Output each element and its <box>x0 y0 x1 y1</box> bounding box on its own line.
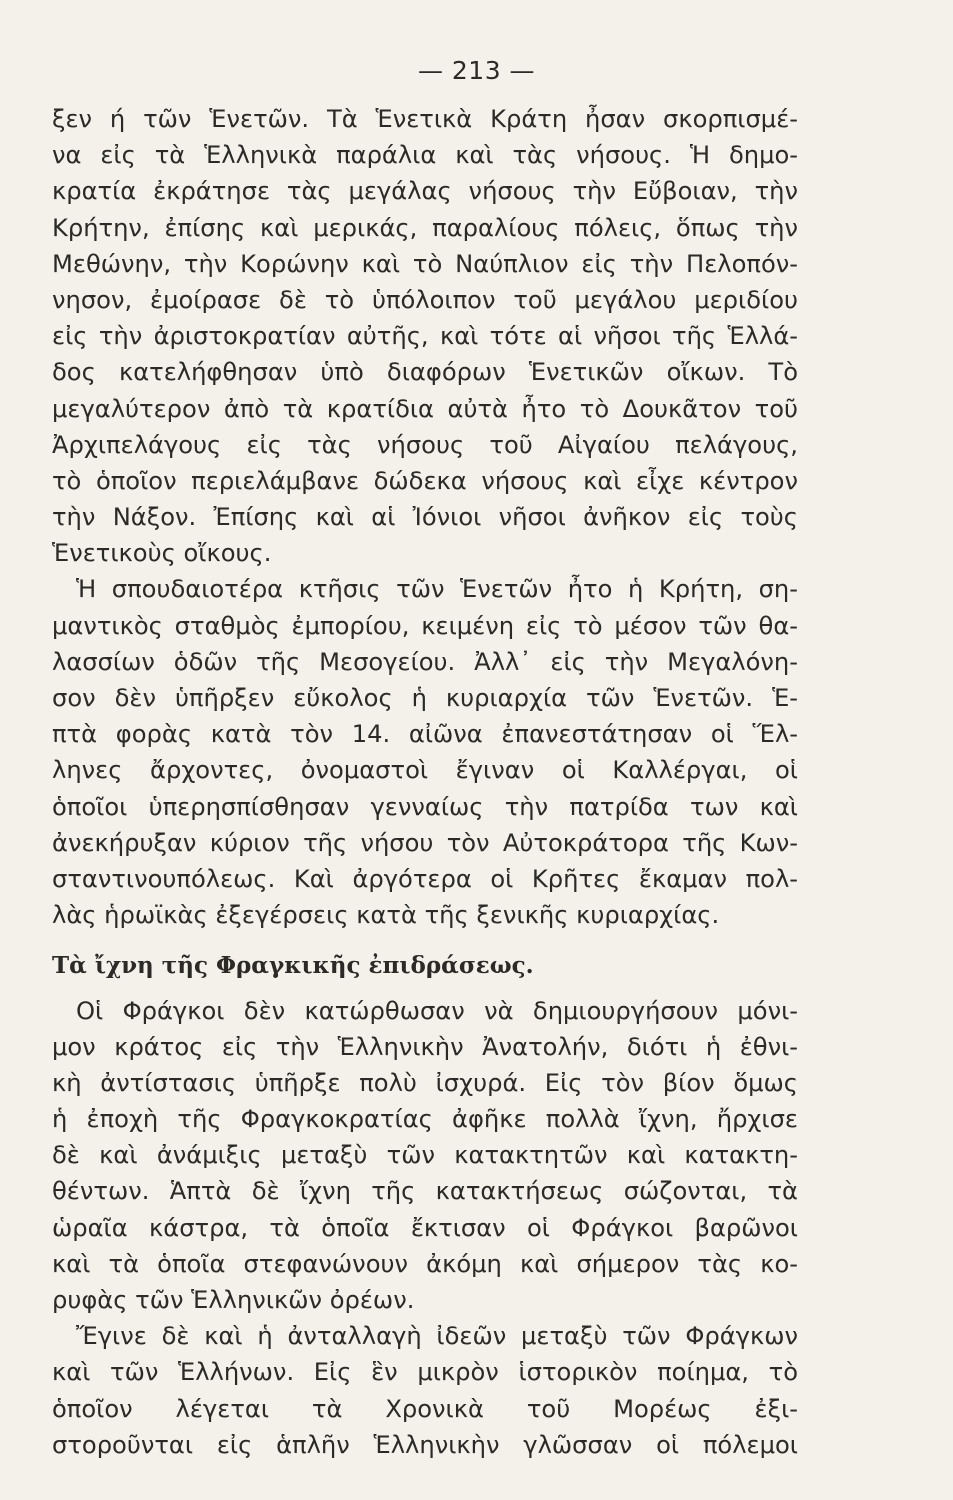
text-line: Ἑνετικοὺς οἴκους. <box>52 539 272 568</box>
text-line: Κρήτην, ἐπίσης καὶ μερικάς, παραλίους πόλεις, ὅπως τὴν <box>52 213 798 242</box>
text-line: στοροῦνται εἰς ἁπλῆν Ἑλληνικὴν γλῶσσαν οἱ πόλεμοι <box>52 1430 798 1459</box>
text-line: μαντικὸς σταθμὸς ἐμπορίου, κειμένη εἰς τὸ μέσον τῶν θα- <box>52 611 798 640</box>
text-line: τὸ ὁποῖον περιελάμβανε δώδεκα νήσους καὶ εἶχε κέντρον <box>52 466 798 495</box>
text-line: πτὰ φορὰς κατὰ τὸν 14. αἰῶνα ἐπανεστάτησαν οἱ Ἕλ- <box>52 720 798 749</box>
text-line: ἀνεκήρυξαν κύριον τῆς νήσου τὸν Αὐτοκράτορα τῆς Κων- <box>52 828 798 857</box>
text-line: λασσίων ὁδῶν τῆς Μεσογείου. Ἀλλ᾽ εἰς τὴν Μεγαλόνη- <box>52 647 798 676</box>
text-line: ρυφὰς τῶν Ἑλληνικῶν ὀρέων. <box>52 1286 415 1314</box>
text-line: κὴ ἀντίστασις ὑπῆρξε πολὺ ἰσχυρά. Εἰς τὸν βίον ὅμως <box>52 1068 798 1097</box>
paragraph-4 <box>52 1318 798 1463</box>
body-text <box>52 101 798 1463</box>
text-line: Ἀρχιπελάγους εἰς τὰς νήσους τοῦ Αἰγαίου πελάγους, <box>52 430 798 459</box>
text-line: σον δὲν ὑπῆρξεν εὔκολος ἡ κυριαρχία τῶν Ἑνετῶν. Ἑ- <box>52 684 798 712</box>
text-line: νησον, ἐμοίρασε δὲ τὸ ὑπόλοιπον τοῦ μεγάλου μεριδίου <box>52 285 798 314</box>
text-line: σταντινουπόλεως. Καὶ ἀργότερα οἱ Κρῆτες ἔκαμαν πολ- <box>52 864 798 893</box>
paragraph-1 <box>52 101 798 571</box>
text-line: θέντων. Ἁπτὰ δὲ ἴχνη τῆς κατακτήσεως σώζονται, τὰ <box>52 1177 798 1206</box>
text-line: ληνες ἄρχοντες, ὀνομαστοὶ ἔγιναν οἱ Καλλέργαι, οἱ <box>52 756 798 785</box>
text-line: δὲ καὶ ἀνάμιξις μεταξὺ τῶν κατακτητῶν καὶ κατακτη- <box>52 1141 798 1170</box>
text-line: Οἱ Φράγκοι δὲν κατώρθωσαν νὰ δημιουργήσουν μόνι- <box>76 996 798 1025</box>
text-line: Ἔγινε δὲ καὶ ἡ ἀνταλλαγὴ ἰδεῶν μεταξὺ τῶν Φράγκων <box>76 1322 798 1351</box>
text-line: λὰς ἡρωϊκὰς ἐξεγέρσεις κατὰ τῆς ξενικῆς κυριαρχίας. <box>52 901 720 930</box>
paragraph-2 <box>52 571 798 933</box>
text-line: ξεν ή τῶν Ἑνετῶν. Τὰ Ἑνετικὰ Κράτη ἦσαν σκορπισμέ- <box>52 105 798 133</box>
text-line: μεγαλύτερον ἀπὸ τὰ κρατίδια αὐτὰ ἦτο τὸ Δουκᾶτον τοῦ <box>52 394 798 423</box>
text-line: να εἰς τὰ Ἑλληνικὰ παράλια καὶ τὰς νήσους. Ἡ δημο- <box>52 141 798 170</box>
text-line: τὴν Νάξον. Ἐπίσης καὶ αἱ Ἰόνιοι νῆσοι ἀνῆκον εἰς τοὺς <box>52 503 798 532</box>
text-line: Ἡ σπουδαιοτέρα κτῆσις τῶν Ἑνετῶν ἦτο ἡ Κρήτη, ση- <box>76 575 798 604</box>
text-line: δος κατελήφθησαν ὑπὸ διαφόρων Ἑνετικῶν οἴκων. Τὸ <box>52 358 798 387</box>
text-line: κρατία ἐκράτησε τὰς μεγάλας νήσους τὴν Εὔβοιαν, τὴν <box>52 177 798 206</box>
text-line: καὶ τῶν Ἑλλήνων. Εἰς ἓν μικρὸν ἱστορικὸν ποίημα, τὸ <box>52 1358 798 1387</box>
text-line: εἰς τὴν ἀριστοκρατίαν αὐτῆς, καὶ τότε αἱ νῆσοι τῆς Ἑλλά- <box>52 322 798 351</box>
text-line: Μεθώνην, τὴν Κορώνην καὶ τὸ Ναύπλιον εἰς τὴν Πελοπόν- <box>52 249 798 278</box>
text-line: ὁποῖον λέγεται τὰ Χρονικὰ τοῦ Μορέως ἐξι- <box>52 1394 798 1423</box>
paragraph-3 <box>52 993 798 1319</box>
text-line: καὶ τὰ ὁποῖα στεφανώνουν ἀκόμη καὶ σήμερον τὰς κο- <box>52 1249 798 1278</box>
text-line: μον κράτος εἰς τὴν Ἑλληνικὴν Ἀνατολήν, διότι ἡ ἐθνι- <box>52 1032 798 1061</box>
section-heading: Τὰ ἴχνη τῆς Φραγκικῆς ἐπιδράσεως. <box>52 952 534 980</box>
page-number: — 213 — <box>417 56 536 85</box>
text-line: ἡ ἐποχὴ τῆς Φραγκοκρατίας ἀφῆκε πολλὰ ἴχνη, ἤρχισε <box>52 1105 798 1134</box>
text-line: ὡραῖα κάστρα, τὰ ὁποῖα ἔκτισαν οἱ Φράγκοι βαρῶνοι <box>52 1213 798 1242</box>
text-line: ὁποῖοι ὑπερησπίσθησαν γενναίως τὴν πατρίδα των καὶ <box>52 792 798 821</box>
